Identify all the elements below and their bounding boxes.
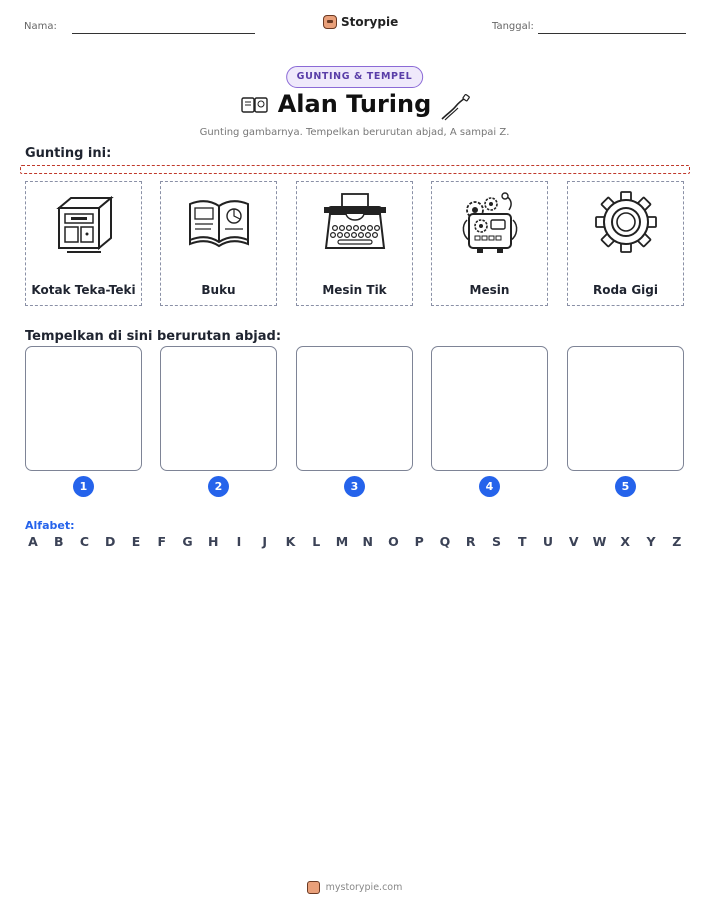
cut-card-1[interactable]: [25, 181, 142, 306]
alphabet-letter: J: [262, 534, 268, 549]
alphabet-letter: Z: [672, 534, 682, 549]
paste-slot-3[interactable]: [296, 346, 413, 471]
alphabet-letter: X: [620, 534, 631, 549]
alphabet-letter: B: [53, 534, 64, 549]
alphabet-letter: Y: [646, 534, 656, 549]
alphabet-letter: N: [362, 534, 373, 549]
alphabet-letter: W: [592, 534, 607, 549]
machine-icon: [455, 190, 525, 256]
name-line[interactable]: [72, 33, 255, 34]
alphabet-letter: A: [28, 534, 38, 549]
slot-number-2: 2: [208, 476, 229, 497]
cut-line: [20, 165, 690, 174]
alphabet-letter: K: [285, 534, 296, 549]
alphabet-letter: O: [388, 534, 399, 549]
cable-decoration-icon: [438, 93, 472, 123]
cut-card-2[interactable]: [160, 181, 277, 306]
alphabet-letter: Q: [439, 534, 451, 549]
footer-site[interactable]: mystorypie.com: [325, 882, 403, 893]
alphabet-letter: D: [105, 534, 116, 549]
card-label: Mesin: [469, 283, 510, 297]
alphabet-letter: P: [414, 534, 424, 549]
alphabet-letter: E: [131, 534, 141, 549]
alphabet-letter: M: [335, 534, 349, 549]
paste-slot-5[interactable]: [567, 346, 684, 471]
paste-slot-1[interactable]: [25, 346, 142, 471]
alphabet-heading: Alfabet:: [25, 519, 75, 532]
alphabet-row: [26, 534, 684, 549]
paste-slot-2[interactable]: [160, 346, 277, 471]
brand-logo: [323, 15, 398, 29]
card-label: Buku: [201, 283, 236, 297]
gear-icon: [591, 190, 661, 256]
cut-card-5[interactable]: [567, 181, 684, 306]
alphabet-letter: L: [312, 534, 321, 549]
alphabet-letter: R: [465, 534, 476, 549]
footer: [0, 881, 709, 894]
worksheet-title: Alan Turing: [277, 90, 432, 118]
book-icon: [184, 190, 254, 256]
alphabet-letter: T: [517, 534, 527, 549]
alphabet-letter: C: [79, 534, 90, 549]
slot-number-5: 5: [615, 476, 636, 497]
name-label: Nama:: [24, 21, 57, 32]
instruction-text: Gunting gambarnya. Tempelkan berurutan abjad, A sampai Z.: [199, 127, 510, 138]
alphabet-letter: G: [182, 534, 193, 549]
paste-heading: Tempelkan di sini berurutan abjad:: [25, 329, 282, 344]
date-line[interactable]: [538, 33, 686, 34]
alphabet-letter: I: [236, 534, 242, 549]
paste-slot-4[interactable]: [431, 346, 548, 471]
typewriter-icon: [320, 190, 390, 256]
slot-number-3: 3: [344, 476, 365, 497]
date-label: Tanggal:: [492, 21, 534, 32]
slot-number-1: 1: [73, 476, 94, 497]
storypie-logo-icon: [307, 881, 320, 894]
brand-name: Storypie: [341, 15, 399, 29]
card-label: Mesin Tik: [322, 283, 387, 297]
cut-heading: Gunting ini:: [25, 146, 112, 161]
slot-number-4: 4: [479, 476, 500, 497]
cut-card-3[interactable]: [296, 181, 413, 306]
alphabet-letter: U: [542, 534, 554, 549]
card-label: Roda Gigi: [592, 283, 658, 297]
alphabet-letter: S: [491, 534, 501, 549]
alphabet-letter: H: [208, 534, 219, 549]
alphabet-letter: F: [157, 534, 167, 549]
puzzle-box-icon: [49, 190, 119, 256]
alphabet-letter: V: [568, 534, 579, 549]
activity-badge: GUNTING & TEMPEL: [286, 66, 424, 88]
storypie-logo-icon: [323, 15, 337, 29]
card-label: Kotak Teka-Teki: [31, 283, 136, 297]
cut-card-4[interactable]: [431, 181, 548, 306]
